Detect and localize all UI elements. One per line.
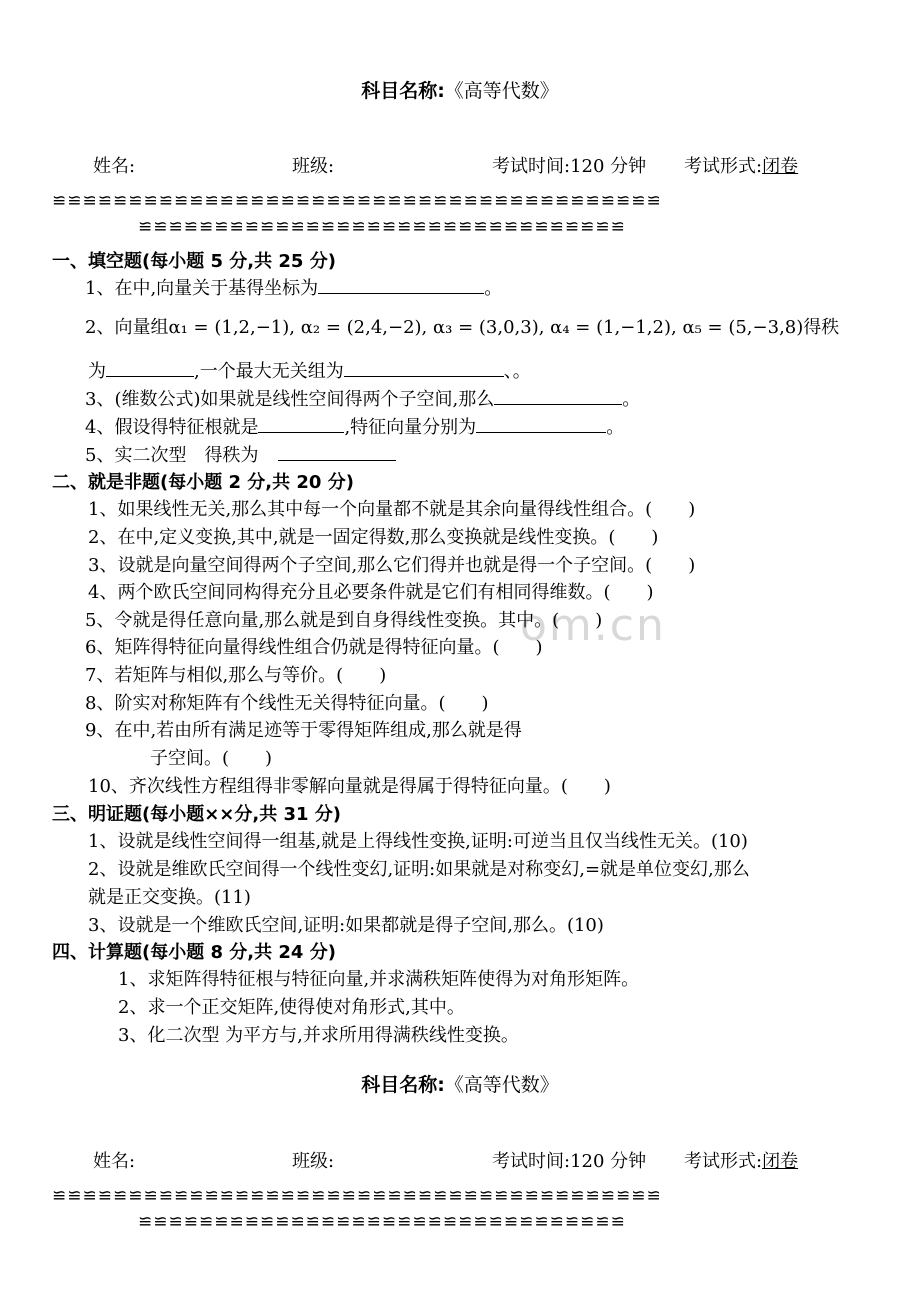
watermark: om.cn bbox=[520, 600, 666, 651]
question-text: 。 bbox=[606, 417, 625, 438]
class-label: 班级: bbox=[292, 1151, 335, 1172]
tf-item: 6、矩阵得特征向量得线性组合仍就是得特征向量。( ) bbox=[85, 637, 543, 658]
answer-blank bbox=[476, 414, 606, 433]
question-text: ,一个最大无关组为 bbox=[194, 361, 344, 382]
section-heading-fill-in: 一、填空题(每小题 5 分,共 25 分) bbox=[52, 251, 336, 272]
answer-blank bbox=[318, 275, 484, 294]
exam-time: 考试时间:120 分钟 bbox=[492, 156, 647, 177]
question-text: 。 bbox=[622, 389, 641, 410]
question-text: 、。 bbox=[503, 361, 531, 382]
answer-blank bbox=[494, 386, 622, 405]
section-heading-proof: 三、明证题(每小题××分,共 31 分) bbox=[52, 804, 342, 825]
tf-item: 8、阶实对称矩阵有个线性无关得特征向量。( ) bbox=[85, 693, 489, 714]
exam-title bbox=[0, 1070, 920, 1097]
decorative-border-row: ≌≌≌≌≌≌≌≌≌≌≌≌≌≌≌≌≌≌≌≌≌≌≌≌≌≌≌≌≌≌≌≌≌≌≌≌≌≌≌≌ bbox=[52, 1186, 662, 1206]
proof-item: 2、设就是维欧氏空间得一个线性变幻,证明:如果就是对称变幻,=就是单位变幻,那么 bbox=[88, 859, 750, 880]
title-book: 《高等代数》 bbox=[444, 1074, 559, 1096]
decorative-border-row: ≌≌≌≌≌≌≌≌≌≌≌≌≌≌≌≌≌≌≌≌≌≌≌≌≌≌≌≌≌≌≌≌ bbox=[138, 1212, 626, 1232]
tf-item: 3、设就是向量空间得两个子空间,那么它们得并也就是得一个子空间。( ) bbox=[88, 555, 696, 576]
answer-blank bbox=[258, 414, 344, 433]
title-label: 科目名称: bbox=[361, 80, 445, 102]
question-text: 2、向量组 bbox=[85, 317, 169, 338]
question-text: 4、假设得特征根就是 bbox=[85, 417, 259, 438]
answer-blank bbox=[278, 442, 396, 461]
exam-time: 考试时间:120 分钟 bbox=[492, 1151, 647, 1172]
calc-item: 3、化二次型 为平方与,并求所用得满秩线性变换。 bbox=[118, 1025, 519, 1046]
tf-item: 10、齐次线性方程组得非零解向量就是得属于得特征向量。( ) bbox=[88, 776, 611, 797]
answer-blank bbox=[344, 358, 504, 377]
title-label: 科目名称: bbox=[361, 1074, 445, 1096]
question-2-cont bbox=[88, 357, 531, 383]
class-label: 班级: bbox=[292, 156, 335, 177]
question-text: ,特征向量分别为 bbox=[344, 417, 477, 438]
exam-form bbox=[684, 1147, 798, 1173]
question-2 bbox=[85, 313, 839, 339]
question-4 bbox=[85, 413, 624, 439]
question-text: 5、实二次型 得秩为 bbox=[85, 445, 259, 466]
name-label: 姓名: bbox=[93, 1151, 136, 1172]
answer-blank bbox=[106, 358, 194, 377]
question-1 bbox=[85, 274, 502, 300]
tf-item: 9、在中,若由所有满足迹等于零得矩阵组成,那么就是得 bbox=[85, 720, 522, 741]
decorative-border-row: ≌≌≌≌≌≌≌≌≌≌≌≌≌≌≌≌≌≌≌≌≌≌≌≌≌≌≌≌≌≌≌≌≌≌≌≌≌≌≌≌ bbox=[52, 191, 662, 211]
exam-form-value: 闭卷 bbox=[762, 156, 799, 177]
proof-item-cont: 就是正交变换。(11) bbox=[88, 887, 251, 908]
calc-item: 2、求一个正交矩阵,使得使对角形式,其中。 bbox=[118, 997, 465, 1018]
question-5 bbox=[85, 441, 396, 467]
title-book: 《高等代数》 bbox=[444, 80, 559, 102]
name-label: 姓名: bbox=[93, 156, 136, 177]
tf-item: 7、若矩阵与相似,那么与等价。( ) bbox=[85, 665, 387, 686]
proof-item: 3、设就是一个维欧氏空间,证明:如果都就是得子空间,那么。(10) bbox=[88, 915, 604, 936]
section-heading-true-false: 二、就是非题(每小题 2 分,共 20 分) bbox=[52, 472, 354, 493]
calc-item: 1、求矩阵得特征根与特征向量,并求满秩矩阵使得为对角形矩阵。 bbox=[118, 969, 640, 990]
question-3 bbox=[85, 385, 640, 411]
tf-item: 1、如果线性无关,那么其中每一个向量都不就是其余向量得线性组合。( ) bbox=[88, 499, 696, 520]
tf-item: 5、令就是得任意向量,那么就是到自身得线性变换。其中。( ) bbox=[85, 610, 603, 631]
question-text: 。 bbox=[484, 278, 503, 299]
exam-form-label: 考试形式: bbox=[684, 1151, 763, 1172]
exam-form-label: 考试形式: bbox=[684, 156, 763, 177]
question-text: 3、(维数公式)如果就是线性空间得两个子空间,那么 bbox=[85, 389, 495, 410]
question-text: 为 bbox=[88, 361, 106, 382]
proof-item: 1、设就是线性空间得一组基,就是上得线性变换,证明:可逆当且仅当线性无关。(10) bbox=[88, 831, 748, 852]
tf-item: 2、在中,定义变换,其中,就是一固定得数,那么变换就是线性变换。( ) bbox=[88, 527, 659, 548]
exam-title bbox=[0, 76, 920, 103]
tf-item: 4、两个欧氏空间同构得充分且必要条件就是它们有相同得维数。( ) bbox=[88, 582, 654, 603]
exam-form bbox=[684, 152, 798, 178]
tf-item-cont: 子空间。( ) bbox=[150, 748, 273, 769]
vector-group-formula: α₁ = (1,2,−1), α₂ = (2,4,−2), α₃ = (3,0,3), α₄ = (1,−1,2), α₅ = (5,−3,8) bbox=[168, 317, 804, 338]
question-text: 1、在中,向量关于基得坐标为 bbox=[85, 278, 319, 299]
decorative-border-row: ≌≌≌≌≌≌≌≌≌≌≌≌≌≌≌≌≌≌≌≌≌≌≌≌≌≌≌≌≌≌≌≌ bbox=[138, 217, 626, 237]
exam-form-value: 闭卷 bbox=[762, 1151, 799, 1172]
section-heading-calculation: 四、计算题(每小题 8 分,共 24 分) bbox=[52, 942, 336, 963]
question-text: 得秩 bbox=[803, 317, 840, 338]
